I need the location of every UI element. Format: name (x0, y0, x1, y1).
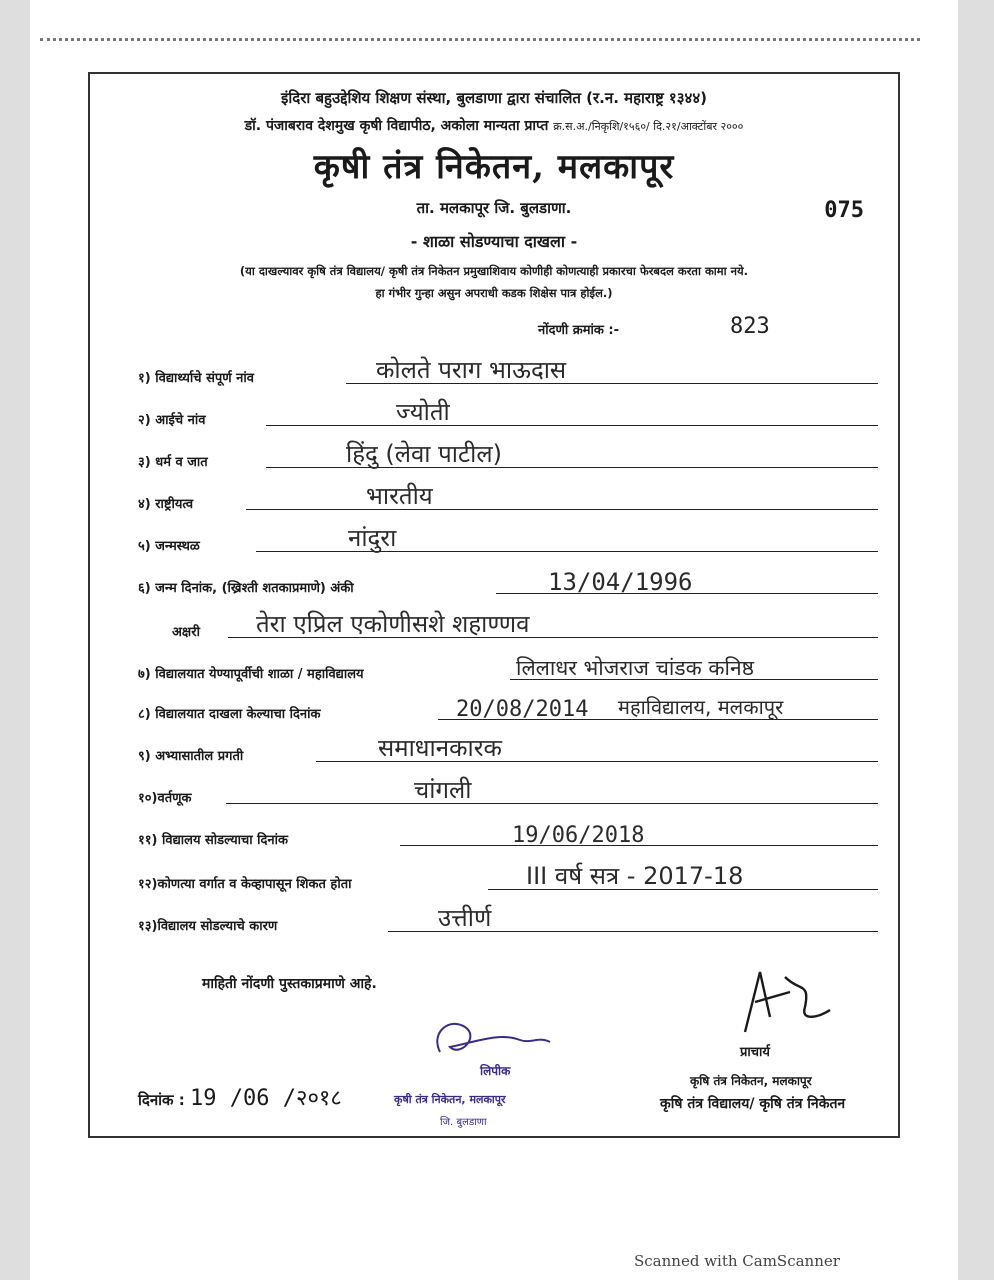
perforation-line (40, 38, 920, 41)
affiliation-line (90, 116, 898, 135)
field-line (246, 509, 878, 510)
institution-line: इंदिरा बहुउद्देशिय शिक्षण संस्था, बुलडाणा द्वारा संचालित (र.न. महाराष्ट्र १३४४) (281, 89, 707, 107)
field-value: ज्योती (396, 398, 450, 426)
field-value: कोलते पराग भाऊदास (376, 356, 567, 384)
clerk-label: लिपीक (480, 1064, 511, 1078)
serial-number: 075 (824, 198, 864, 223)
certificate-frame (88, 72, 900, 1138)
field-value: लिलाधर भोजराज चांडक कनिष्ठ (516, 656, 755, 680)
scanner-watermark: Scanned with CamScanner (634, 1252, 840, 1270)
field-label: ९) अभ्यासातील प्रगती (138, 749, 244, 764)
warning-note (90, 260, 898, 304)
field-value: III वर्ष सत्र - 2017-18 (526, 862, 744, 890)
field-value: 13/04/1996 (548, 568, 693, 596)
college-title: कृषी तंत्र निकेतन, मलकापूर (313, 147, 675, 187)
registration-label: नोंदणी क्रमांक :- (538, 323, 620, 338)
field-label: ८) विद्यालयात दाखला केल्याचा दिनांक (138, 707, 321, 722)
field-row (138, 650, 878, 690)
field-row (138, 480, 878, 520)
field-label: २) आईचे नांव (138, 413, 206, 428)
field-label: १३)विद्यालय सोडल्याचे कारण (138, 919, 278, 934)
field-label: १) विद्यार्थ्याचे संपूर्ण नांव (138, 371, 254, 386)
field-label: ७) विद्यालयात येण्यापूर्वीची शाळा / महाविद्यालय (138, 667, 364, 682)
field-label: १०)वर्तणूक (138, 791, 192, 806)
field-row (138, 860, 878, 900)
college-location: ता. मलकापूर जि. बुलडाणा. (416, 199, 572, 217)
field-row (138, 690, 878, 730)
field-row (138, 732, 878, 772)
field-row (138, 522, 878, 562)
field-label: १२)कोणत्या वर्गात व केव्हापासून शिकत होता (138, 877, 352, 892)
field-line (266, 425, 878, 426)
field-row (138, 608, 878, 648)
certificate-title: - शाळा सोडण्याचा दाखला - (410, 232, 578, 251)
field-row (138, 354, 878, 394)
field-row (138, 816, 878, 856)
field-value: भारतीय (366, 482, 433, 510)
field-label: ११) विद्यालय सोडल्याचा दिनांक (138, 833, 288, 848)
principal-label: प्राचार्य (740, 1045, 770, 1060)
document-page (30, 0, 958, 1280)
field-line (226, 803, 878, 804)
registration-number: 823 (730, 314, 770, 339)
scan-margin-right (958, 0, 994, 1280)
field-value: समाधानकारक (378, 734, 502, 762)
field-label: ५) जन्मस्थळ (138, 539, 200, 554)
field-label: अक्षरी (172, 625, 200, 640)
clerk-stamp: कृषी तंत्र निकेतन, मलकापूर (394, 1093, 506, 1106)
principal-designation: कृषि तंत्र विद्यालय/ कृषि तंत्र निकेतन (660, 1096, 846, 1112)
field-value: उत्तीर्ण (438, 904, 492, 932)
field-label: ६) जन्म दिनांक, (ख्रिश्ती शतकाप्रमाणे) अंकी (138, 581, 354, 596)
affiliation-main: डॉ. पंजाबराव देशमुख कृषी विद्यापीठ, अकोला मान्यता प्राप्त (244, 118, 549, 134)
scan-margin-left (0, 0, 30, 1280)
field-row (138, 774, 878, 814)
field-value-continued: महाविद्यालय, मलकापूर (618, 695, 784, 719)
field-label: ३) धर्म व जात (138, 455, 208, 470)
field-value: नांदुरा (348, 524, 397, 552)
field-value: 20/08/2014 (456, 697, 589, 722)
field-value: 19/06/2018 (512, 823, 645, 848)
field-row (138, 438, 878, 478)
principal-signature (730, 962, 840, 1042)
issue-date-value: 19 /06 /२०१८ (190, 1086, 342, 1111)
warning-line-2: हा गंभीर गुन्हा असुन अपराधी कडक शिक्षेस पात्र होईल.) (375, 286, 613, 300)
field-label: ४) राष्ट्रीयत्व (138, 497, 194, 512)
field-value: चांगली (414, 776, 472, 804)
warning-line-1: (या दाखल्यावर कृषि तंत्र विद्यालय/ कृषी तंत्र निकेतन प्रमुखाशिवाय कोणीही कोणत्याही प्रकारचा फेरबदल करता कामा नये. (239, 264, 749, 278)
field-value: तेरा एप्रिल एकोणीसशे शहाण्णव (256, 610, 530, 638)
field-row (138, 902, 878, 942)
affiliation-ref: क्र.स.अ./निकृशि/१५६०/ दि.२१/आक्टोंबर २००० (553, 120, 744, 133)
field-value: हिंदु (लेवा पाटील) (346, 440, 502, 468)
issue-date-label: दिनांक : (138, 1091, 185, 1109)
issue-date (138, 1082, 342, 1112)
principal-stamp: कृषि तंत्र निकेतन, मलकापूर (690, 1074, 812, 1088)
clerk-signature (420, 1012, 560, 1068)
field-row (138, 396, 878, 436)
clerk-stamp-district: जि. बुलडाणा (440, 1117, 487, 1128)
register-note: माहिती नोंदणी पुस्तकाप्रमाणे आहे. (202, 976, 377, 992)
field-row (138, 564, 878, 604)
